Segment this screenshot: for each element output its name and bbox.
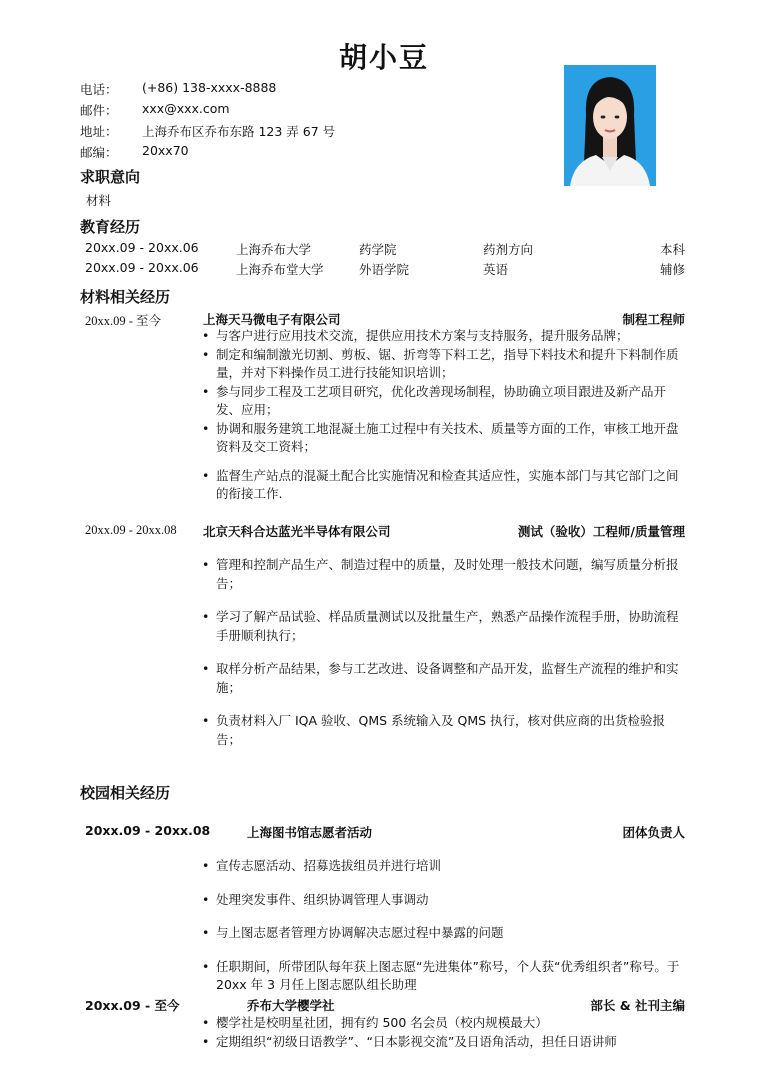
campus-date: 20xx.09 - 20xx.08: [85, 823, 211, 838]
job-company: 北京天科合达蓝光半导体有限公司: [203, 524, 391, 539]
campus-duty: • 与上图志愿者管理方协调解决志愿过程中暴露的问题: [200, 924, 686, 943]
edu-college: 药学院: [359, 242, 397, 257]
campus-role: 团体负责人: [622, 825, 685, 840]
job-duty: • 参与同步工程及工艺项目研究，优化改善现场制程，协助确立项目跟进及新产品开发、应用；: [200, 383, 686, 420]
job-company: 上海天马微电子有限公司: [203, 312, 341, 327]
candidate-name: 胡小豆: [338, 41, 429, 74]
phone-label: 电话：: [80, 82, 118, 97]
job-duty: • 协调和服务建筑工地混凝土施工过程中有关技术、质量等方面的工作，审核工地开盘资料及交工资料；: [200, 420, 686, 457]
edu-major: 药剂方向: [483, 242, 534, 257]
job-date: 20xx.09 - 20xx.08: [85, 523, 177, 537]
campus-org: 乔布大学樱学社: [247, 998, 335, 1013]
job-duties-list: [200, 556, 686, 749]
job-duty: • 取样分析产品结果，参与工艺改进、设备调整和产品开发，监督生产流程的维护和实施；: [200, 660, 686, 697]
email-label: 邮件：: [80, 103, 118, 118]
campus-duty: • 宣传志愿活动、招募选拔组员并进行培训: [200, 857, 686, 876]
job-duty: • 负责材料入厂 IQA 验收、QMS 系统输入及 QMS 执行，核对供应商的出货检验报告；: [200, 712, 686, 749]
edu-major: 英语: [483, 262, 509, 277]
campus-role: 部长 & 社刊主编: [590, 998, 685, 1013]
job-date: 20xx.09 - 至今: [85, 314, 162, 328]
address-value: 上海乔布区乔布东路 123 弄 67 号: [142, 124, 336, 139]
postcode-value: 20xx70: [142, 143, 189, 158]
work-heading: 材料相关经历: [80, 288, 171, 306]
job-duty: • 学习了解产品试验、样品质量测试以及批量生产，熟悉产品操作流程手册，协助流程手册顺利执行；: [200, 608, 686, 645]
campus-org: 上海图书馆志愿者活动: [247, 825, 373, 840]
job-duty: • 管理和控制产品生产、制造过程中的质量，及时处理一般技术问题，编写质量分析报告；: [200, 556, 686, 593]
job-duty: • 监督生产站点的混凝土配合比实施情况和检查其适应性，实施本部门与其它部门之间的衔接工作.: [200, 467, 686, 504]
job-duty: • 制定和编制激光切割、剪板、锯、折弯等下料工艺，指导下料技术和提升下料制作质量，并对下料操作员工进行技能知识培训；: [200, 346, 686, 383]
campus-duty: • 樱学社是校明星社团，拥有约 500 名会员（校内规模最大）: [200, 1014, 686, 1033]
edu-date: 20xx.09 - 20xx.06: [85, 240, 199, 255]
education-heading: 教育经历: [80, 218, 141, 236]
address-label: 地址：: [80, 124, 118, 139]
edu-degree: 本科: [659, 242, 685, 257]
email-value: xxx@xxx.com: [142, 101, 230, 116]
edu-degree: 辅修: [659, 262, 685, 277]
job-duty: • 与客户进行应用技术交流，提供应用技术方案与支持服务，提升服务品牌；: [200, 327, 686, 346]
job-role: 制程工程师: [622, 312, 685, 327]
phone-value: (+86) 138-xxxx-8888: [142, 80, 277, 95]
campus-duty: • 定期组织“初级日语教学”、“日本影视交流”及日语角活动，担任日语讲师: [200, 1033, 686, 1052]
job-duties-list: [200, 327, 686, 504]
campus-duty: • 任职期间，所带团队每年获上图志愿“先进集体”称号，个人获“优秀组织者”称号。于20xx 年 3 月任上图志愿队组长助理: [200, 958, 686, 995]
edu-school: 上海乔布堂大学: [236, 262, 324, 277]
objective-heading: 求职意向: [80, 168, 141, 186]
edu-school: 上海乔布大学: [236, 242, 312, 257]
campus-heading: 校园相关经历: [80, 784, 171, 802]
campus-date: 20xx.09 - 至今: [85, 998, 180, 1013]
job-role: 测试（验收）工程师/质量管理: [517, 524, 685, 539]
profile-photo: [564, 65, 656, 186]
edu-college: 外语学院: [359, 262, 410, 277]
edu-date: 20xx.09 - 20xx.06: [85, 260, 199, 275]
campus-duties-list: [200, 1014, 686, 1051]
campus-duties-list: [200, 857, 686, 995]
objective-value: 材料: [86, 193, 112, 208]
postcode-label: 邮编：: [80, 145, 118, 160]
campus-duty: • 处理突发事件、组织协调管理人事调动: [200, 891, 686, 910]
